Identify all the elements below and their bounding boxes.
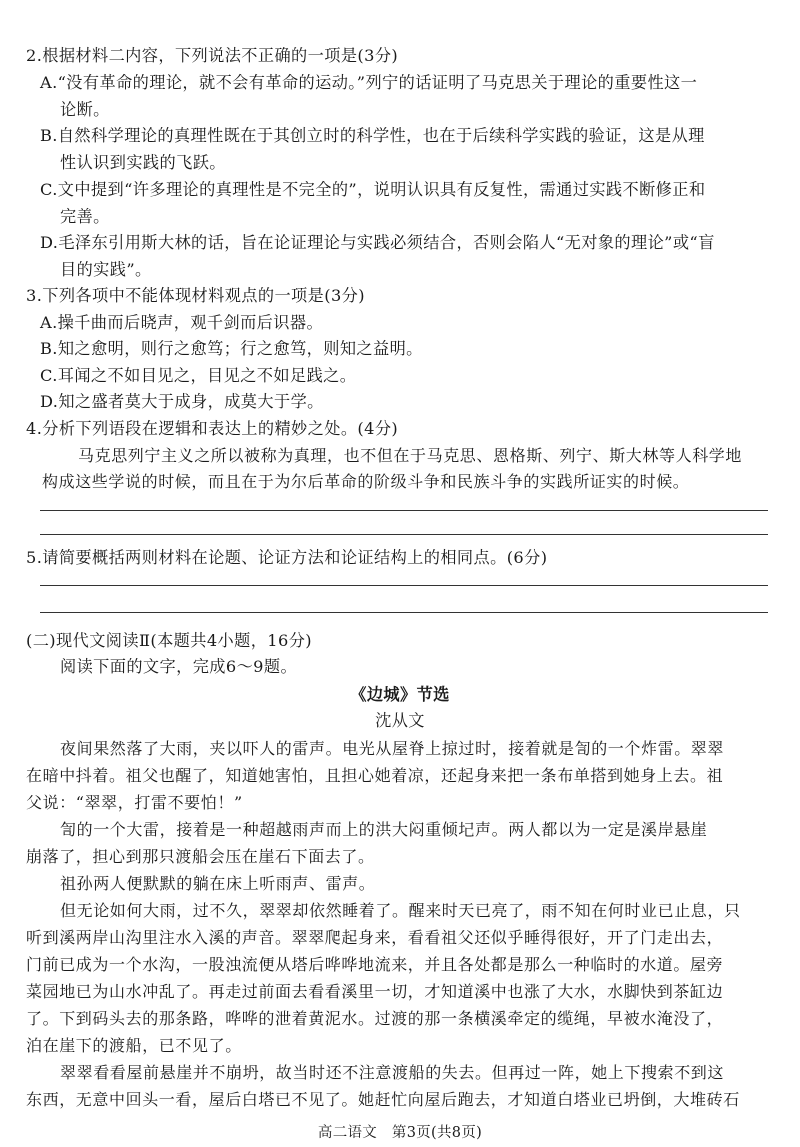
q3-option-c: C.耳闻之不如目见之，目见之不如足践之。 — [40, 366, 357, 385]
answer-line — [40, 585, 768, 586]
passage-line: 菜园地已为山水冲乱了。再走过前面去看看溪里一切，才知道溪中也涨了大水，水脚快到茶缸边 — [26, 982, 724, 1001]
q2-option-b-cont: 性认识到实践的飞跃。 — [60, 153, 226, 172]
q2-option-c: C.文中提到“许多理论的真理性是不完全的”，说明认识具有反复性，需通过实践不断修正和 — [40, 180, 706, 199]
passage-line: 父说：“翠翠，打雷不要怕！” — [26, 793, 243, 812]
passage-line: 了。下到码头去的那条路，哗哗的泄着黄泥水。过渡的那一条横溪牵定的缆绳，早被水淹没了， — [26, 1009, 724, 1028]
q2-option-a: A.“没有革命的理论，就不会有革命的运动。”列宁的话证明了马克思关于理论的重要性这一 — [40, 73, 698, 92]
answer-line — [40, 612, 768, 613]
passage-author: 沈从文 — [375, 711, 425, 730]
passage-line: 夜间果然落了大雨，夹以吓人的雷声。电光从屋脊上掠过时，接着就是訇的一个炸雷。翠翠 — [60, 739, 725, 758]
answer-line — [40, 510, 768, 511]
q4-stem: 4.分析下列语段在逻辑和表达上的精妙之处。(4分) — [26, 419, 399, 438]
passage-title: 《边城》节选 — [350, 685, 450, 704]
page-footer: 高二语文 第3页(共8页) — [317, 1125, 483, 1141]
q2-option-d: D.毛泽东引用斯大林的话，旨在论证理论与实践必须结合，否则会陷人“无对象的理论”或“盲 — [40, 233, 715, 252]
q2-option-c-cont: 完善。 — [60, 207, 110, 226]
q4-quote-line-1: 马克思列宁主义之所以被称为真理，也不但在于马克思、恩格斯、列宁、斯大林等人科学地 — [78, 446, 743, 465]
passage-line: 在暗中抖着。祖父也醒了，知道她害怕，且担心她着凉，还起身来把一条布单搭到她身上去。祖 — [26, 766, 724, 785]
q3-option-d: D.知之盛者莫大于成身，成莫大于学。 — [40, 392, 324, 411]
passage-line: 訇的一个大雷，接着是一种超越雨声而上的洪大闷重倾圮声。两人都以为一定是溪岸悬崖 — [60, 820, 708, 839]
q5-stem: 5.请简要概括两则材料在论题、论证方法和论证结构上的相同点。(6分) — [26, 548, 548, 567]
section-instruction: 阅读下面的文字，完成6～9题。 — [60, 657, 298, 676]
q2-option-d-cont: 目的实践”。 — [60, 260, 152, 279]
passage-line: 但无论如何大雨，过不久，翠翠却依然睡着了。醒来时天已亮了，雨不知在何时业已止息，只 — [60, 901, 741, 920]
q4-quote-line-2: 构成这些学说的时候，而且在于为尔后革命的阶级斗争和民族斗争的实践所证实的时候。 — [42, 472, 690, 491]
passage-line: 东西，无意中回头一看，屋后白塔已不见了。她赶忙向屋后跑去，才知道白塔业已坍倒，大堆砖石 — [26, 1090, 740, 1109]
q2-option-a-cont: 论断。 — [60, 100, 110, 119]
q3-option-a: A.操千曲而后晓声，观千剑而后识器。 — [40, 313, 324, 332]
passage-line: 门前已成为一个水沟，一股浊流便从塔后哗哗地流来，并且各处都是那么一种临时的水道。屋旁 — [26, 955, 724, 974]
passage-line: 祖孙两人便默默的躺在床上听雨声、雷声。 — [60, 874, 376, 893]
section-heading: (二)现代文阅读Ⅱ(本题共4小题，16分) — [26, 631, 312, 650]
answer-line — [40, 534, 768, 535]
passage-line: 泊在崖下的渡船，已不见了。 — [26, 1036, 242, 1055]
q3-stem: 3.下列各项中不能体现材料观点的一项是(3分) — [26, 286, 365, 305]
q3-option-b: B.知之愈明，则行之愈笃；行之愈笃，则知之益明。 — [40, 339, 423, 358]
passage-line: 听到溪两岸山沟里注水入溪的声音。翠翠爬起身来，看看祖父还似乎睡得很好，开了门走出去， — [26, 928, 724, 947]
q2-option-b: B.自然科学理论的真理性既在于其创立时的科学性，也在于后续科学实践的验证，这是从理 — [40, 126, 705, 145]
passage-line: 崩落了，担心到那只渡船会压在崖石下面去了。 — [26, 847, 375, 866]
passage-line: 翠翠看看屋前悬崖并不崩坍，故当时还不注意渡船的失去。但再过一阵，她上下搜索不到这 — [60, 1063, 725, 1082]
q2-stem: 2.根据材料二内容，下列说法不正确的一项是(3分) — [26, 46, 399, 65]
